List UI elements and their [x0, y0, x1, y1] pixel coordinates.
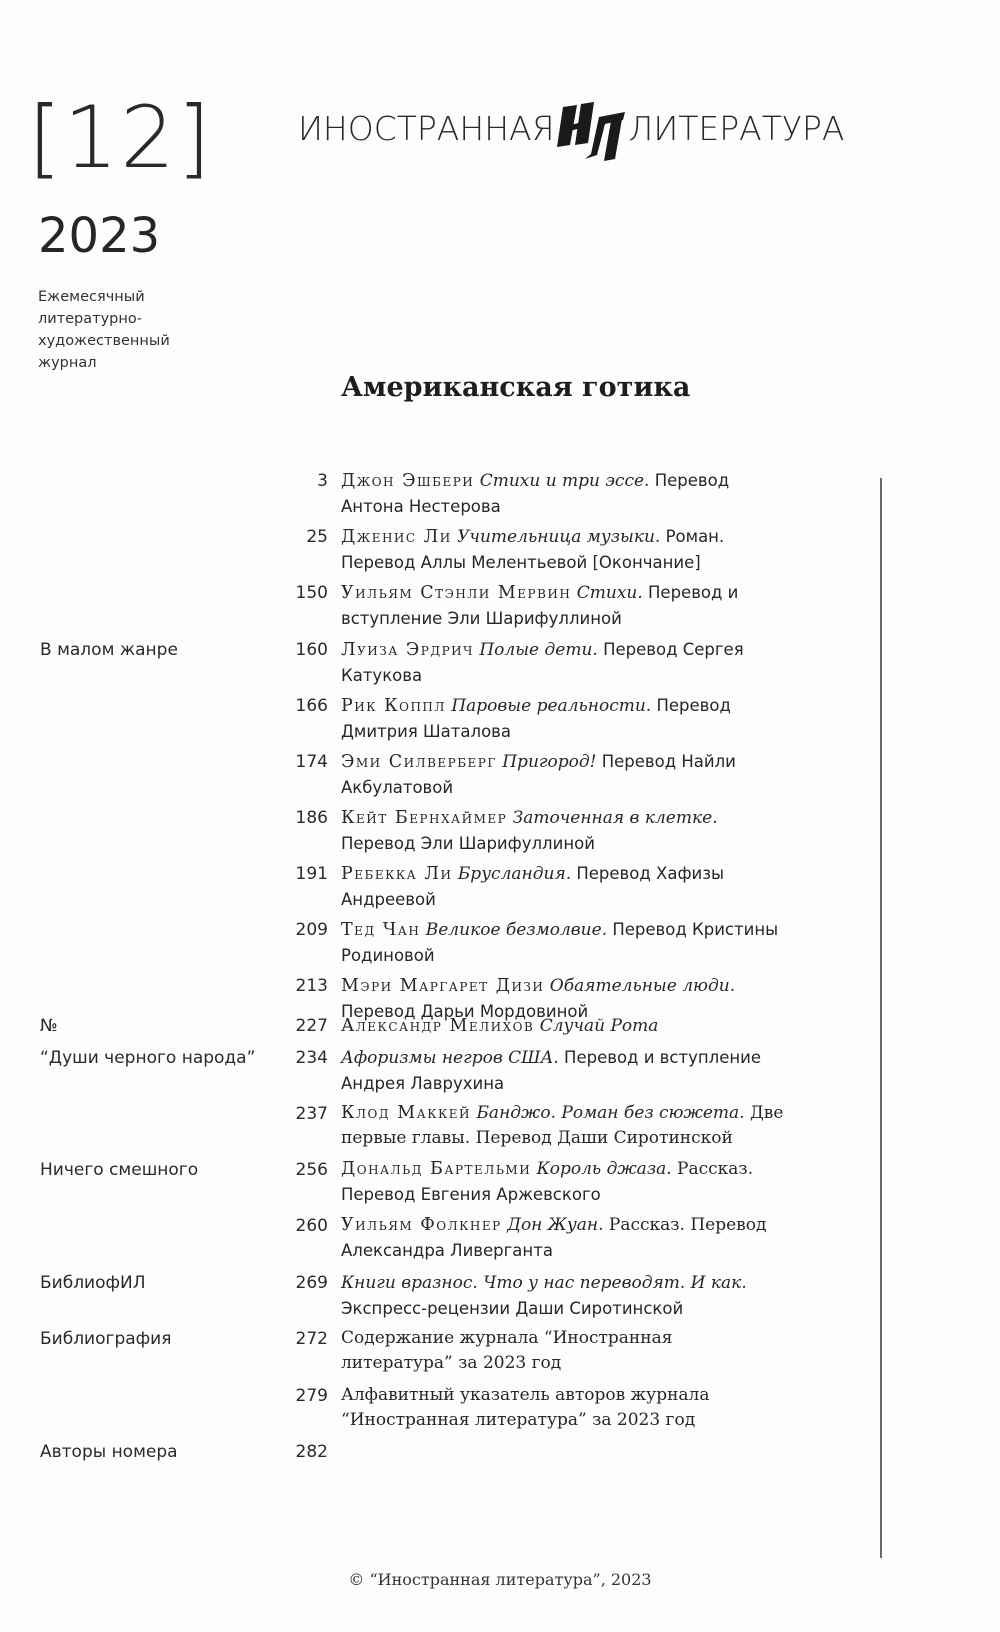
toc-entry: [341, 917, 881, 968]
toc-author: Кейт Бернхаймер: [341, 808, 508, 828]
toc-details-line2: Александра Ливерганта: [341, 1241, 553, 1260]
toc-title: Король джаза.: [536, 1159, 672, 1179]
toc-details-line2: Андреевой: [341, 890, 436, 909]
rubric-label: “Души черного народа”: [40, 1048, 256, 1068]
toc-entry: [341, 805, 881, 856]
toc-details: Перевод и: [642, 583, 739, 602]
toc-page-number: 282: [295, 1442, 328, 1462]
toc-details-line2: Перевод Аллы Мелентьевой [Окончание]: [341, 553, 701, 572]
rubric-label: Библиография: [40, 1329, 172, 1349]
toc-page-number: 260: [295, 1216, 328, 1236]
toc-author: Уильям Фолкнер: [341, 1215, 502, 1235]
section-title: Американская готика: [341, 372, 691, 403]
toc-details-line2: Антона Нестерова: [341, 497, 501, 516]
toc-page-number: 166: [295, 696, 328, 716]
toc-entry: [341, 1045, 881, 1096]
toc-title: Учительница музыки.: [457, 527, 661, 547]
toc-details: Две: [744, 1103, 784, 1123]
toc-entry: [341, 693, 881, 744]
issue-year: 2023: [38, 208, 161, 264]
toc-details: Рассказ. Перевод: [603, 1215, 767, 1235]
toc-page-number: 269: [295, 1273, 328, 1293]
masthead-left-word: ИНОСТРАННАЯ: [298, 108, 555, 148]
toc-page-number: 191: [295, 864, 328, 884]
toc-page-number: 227: [295, 1016, 328, 1036]
toc-page-number: 213: [295, 976, 328, 996]
toc-title: Полые дети.: [479, 640, 598, 660]
toc-entry: [341, 468, 881, 519]
copyright-notice: © “Иностранная литература”, 2023: [348, 1570, 652, 1589]
toc-details: Рассказ.: [671, 1159, 754, 1179]
toc-page-number: 160: [295, 640, 328, 660]
toc-author: Дональд Бартельми: [341, 1159, 532, 1179]
toc-entry: [341, 861, 881, 912]
toc-page-number: 234: [295, 1048, 328, 1068]
toc-title: Великое безмолвие.: [425, 920, 608, 940]
toc-entry: [341, 637, 881, 688]
toc-page-number: 3: [317, 471, 328, 491]
rubric-label: В малом жанре: [40, 640, 178, 660]
il-monogram-icon: [557, 93, 627, 163]
toc-author: Клод Маккей: [341, 1103, 472, 1123]
toc-details-line2: Акбулатовой: [341, 778, 454, 797]
toc-title: Пригород!: [502, 752, 597, 772]
toc-entry: [341, 1213, 881, 1263]
toc-details: Роман.: [660, 527, 725, 546]
toc-details-line2: Катукова: [341, 666, 423, 685]
toc-details-line2: Перевод Евгения Аржевского: [341, 1185, 601, 1204]
toc-details: Перевод Сергея: [597, 640, 744, 659]
toc-author: Дженис Ли: [341, 527, 452, 547]
toc-details-line2: вступление Эли Шарифуллиной: [341, 609, 622, 628]
toc-title: Дон Жуан.: [507, 1215, 604, 1235]
toc-author: Эми Силверберг: [341, 752, 497, 772]
toc-title: Бруслaндия.: [457, 864, 572, 884]
toc-title: Книги вразнос. Что у нас переводят. И как.: [341, 1273, 747, 1293]
svg-text:ИЛ: ИЛ: [591, 132, 595, 134]
toc-details: Содержание журнала “Иностранная: [341, 1328, 673, 1348]
toc-page-number: 256: [295, 1160, 328, 1180]
toc-details: Перевод Хафизы: [571, 864, 725, 883]
subtitle-line: журнал: [38, 355, 97, 371]
toc-entry: [341, 1013, 881, 1039]
toc-page-number: 237: [295, 1104, 328, 1124]
toc-details-line2: Перевод Эли Шарифуллиной: [341, 834, 595, 853]
toc-details-line2: “Иностранная литература” за 2023 год: [341, 1410, 696, 1430]
masthead-right-word: ЛИТЕРАТУРА: [628, 108, 845, 148]
toc-entry: [341, 1270, 881, 1321]
toc-details-line2: Родиновой: [341, 946, 435, 965]
toc-details-line2: Андрея Лаврухина: [341, 1074, 505, 1093]
toc-details: Перевод: [651, 696, 731, 715]
toc-page-number: 186: [295, 808, 328, 828]
toc-title: Паровые реальности.: [451, 696, 652, 716]
toc-title: Заточенная в клетке.: [512, 808, 718, 828]
toc-title: Обаятельные люди.: [549, 976, 736, 996]
toc-author: Луиза Эрдрич: [341, 640, 474, 660]
toc-details: Перевод и вступление: [558, 1048, 762, 1067]
rubric-label: БиблиофИЛ: [40, 1273, 146, 1293]
toc-entry: [341, 1326, 881, 1376]
toc-page-number: 279: [295, 1386, 328, 1406]
rubric-label: Авторы номера: [40, 1442, 178, 1462]
toc-details-line2: литература” за 2023 год: [341, 1353, 562, 1373]
rubric-label: Ничего смешного: [40, 1160, 199, 1180]
subtitle-line: художественный: [38, 333, 170, 349]
toc-page-number: 25: [306, 527, 328, 547]
toc-page-number: 150: [295, 583, 328, 603]
toc-details-line2: первые главы. Перевод Даши Сиротинской: [341, 1128, 733, 1148]
toc-details: Перевод Кристины: [607, 920, 779, 939]
toc-page-number: 209: [295, 920, 328, 940]
toc-details: Алфавитный указатель авторов журнала: [341, 1385, 710, 1405]
toc-details: Перевод Найли: [596, 752, 736, 771]
toc-author: Джон Эшбери: [341, 471, 475, 491]
toc-title: Стихи и три эссе.: [479, 471, 650, 491]
toc-entry: [341, 1383, 881, 1433]
masthead: [298, 93, 858, 163]
subtitle-line: Ежемесячный: [38, 289, 145, 305]
toc-author: Александр Мелихов: [341, 1016, 535, 1036]
toc-title: Случай Рота: [539, 1016, 659, 1036]
toc-entry: [341, 524, 881, 575]
toc-author: Тед Чан: [341, 920, 421, 940]
toc-entry: [341, 1157, 881, 1207]
toc-page-number: 272: [295, 1329, 328, 1349]
toc-entry: [341, 580, 881, 631]
rubric-label: №: [40, 1016, 58, 1036]
toc-author: Ребекка Ли: [341, 864, 453, 884]
issue-number: [12]: [28, 88, 213, 188]
toc-title: Стихи.: [576, 583, 643, 603]
toc-page-number: 174: [295, 752, 328, 772]
toc-details-line2: Дмитрия Шаталова: [341, 722, 511, 741]
toc-author: Мэри Маргарет Дизи: [341, 976, 545, 996]
toc-details: Перевод: [649, 471, 730, 490]
toc-title: Афоризмы негров США.: [341, 1048, 559, 1068]
toc-entry: [341, 749, 881, 800]
subtitle-line: литературно-: [38, 311, 142, 327]
toc-entry: [341, 1101, 881, 1151]
toc-title: Банджо. Роман без сюжета.: [476, 1103, 745, 1123]
toc-details-line2: Перевод Дарьи Мордовиной: [341, 1002, 589, 1021]
toc-author: Рик Коппл: [341, 696, 446, 716]
toc-author: Уильям Стэнли Мервин: [341, 583, 572, 603]
toc-details-line2: Экспресс-рецензии Даши Сиротинской: [341, 1299, 684, 1318]
journal-subtitle: [38, 286, 218, 374]
